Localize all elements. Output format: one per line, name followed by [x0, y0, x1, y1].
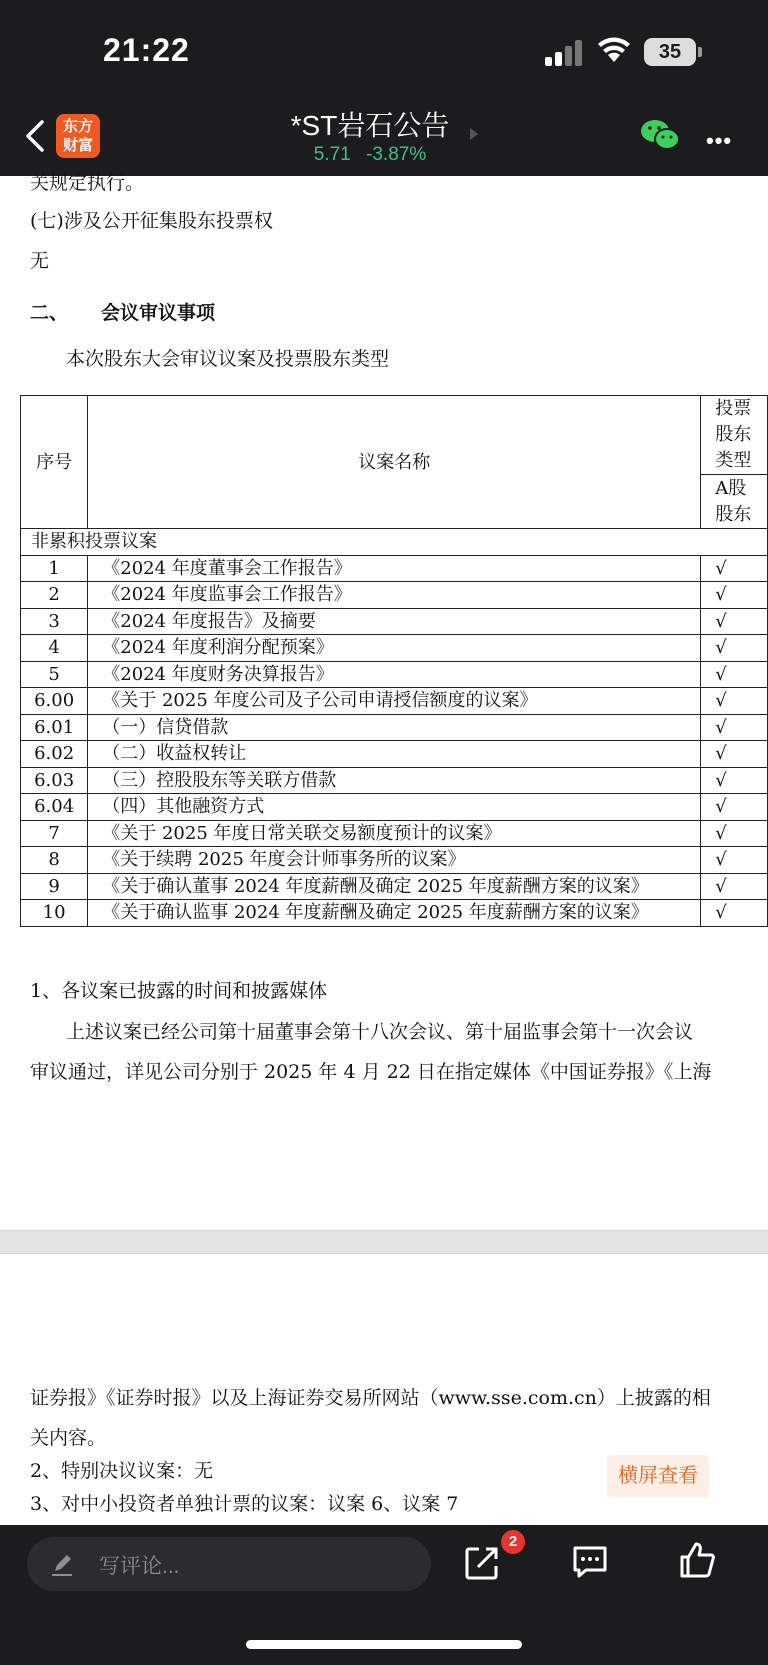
- logo-line-1: 东方: [62, 118, 93, 135]
- battery-icon: 35: [644, 38, 696, 66]
- disclosure-paragraph-line-1: 上述议案已经公司第十届董事会第十八次会议、第十届监事会第十一次会议: [66, 1021, 694, 1043]
- home-indicator: [246, 1640, 522, 1649]
- row-name: 《关于续聘 2025 年度会计师事务所的议案》: [88, 847, 701, 874]
- table-row: [21, 847, 768, 874]
- header-vote: [701, 396, 768, 475]
- page2-line-2: 关内容。: [30, 1427, 107, 1449]
- row-no: 6.03: [21, 767, 88, 794]
- row-no: 1: [21, 555, 88, 582]
- row-no: 10: [21, 900, 88, 927]
- header-vote-sub-2: 股东: [715, 503, 752, 525]
- row-vote: √: [701, 873, 768, 900]
- row-no: 6.01: [21, 714, 88, 741]
- table-row: [21, 820, 768, 847]
- table-row: [21, 608, 768, 635]
- landscape-view-button[interactable]: 横屏查看: [607, 1455, 709, 1497]
- battery-nub: [698, 47, 702, 57]
- stock-quote: [290, 144, 450, 166]
- row-vote: √: [701, 608, 768, 635]
- status-bar: [0, 0, 768, 100]
- row-name: 《关于 2025 年度公司及子公司申请授信额度的议案》: [88, 688, 701, 715]
- share-count-badge: 2: [501, 1530, 525, 1554]
- page-break: [0, 1230, 768, 1254]
- row-name: （一）信贷借款: [88, 714, 701, 741]
- row-vote: √: [701, 900, 768, 927]
- table-row: [21, 555, 768, 582]
- page-title: *ST岩石公告: [290, 110, 450, 141]
- logo-line-2: 财富: [62, 137, 93, 154]
- minority-vote-text: 3、对中小投资者单独计票的议案：议案 6、议案 7: [30, 1493, 459, 1515]
- row-name: 《关于确认监事 2024 年度薪酬及确定 2025 年度薪酬方案的议案》: [88, 900, 701, 927]
- row-name: 《2024 年度董事会工作报告》: [88, 555, 701, 582]
- table-row: [21, 873, 768, 900]
- row-name: 《2024 年度监事会工作报告》: [88, 582, 701, 609]
- row-name: （三）控股股东等关联方借款: [88, 767, 701, 794]
- table-header-row: [21, 396, 768, 475]
- row-vote: √: [701, 661, 768, 688]
- row-vote: √: [701, 794, 768, 821]
- row-vote: √: [701, 635, 768, 662]
- row-vote: √: [701, 767, 768, 794]
- share-icon[interactable]: [464, 1545, 500, 1581]
- header-vote-line-2: 股东: [715, 424, 752, 445]
- title-arrow-icon[interactable]: [470, 128, 478, 140]
- wifi-icon: [597, 36, 631, 62]
- table-row: [21, 661, 768, 688]
- bottom-toolbar: [0, 1525, 768, 1665]
- row-no: 8: [21, 847, 88, 874]
- table-row: [21, 635, 768, 662]
- table-row: [21, 714, 768, 741]
- motions-table: [20, 395, 768, 927]
- row-vote: √: [701, 714, 768, 741]
- page2-line-1: 证券报》《证券时报》以及上海证券交易所网站（www.sse.com.cn）上披露的相: [30, 1387, 711, 1409]
- row-vote: √: [701, 688, 768, 715]
- section-title: 会议审议事项: [101, 302, 216, 324]
- row-name: 《关于确认董事 2024 年度薪酬及确定 2025 年度薪酬方案的议案》: [88, 873, 701, 900]
- header-vote-sub: [701, 475, 768, 529]
- item-seven-heading: (七)涉及公开征集股东投票权: [30, 210, 273, 232]
- nav-bar: [0, 100, 768, 176]
- row-no: 4: [21, 635, 88, 662]
- comments-icon[interactable]: [572, 1545, 608, 1579]
- row-vote: √: [701, 820, 768, 847]
- cellular-signal-icon: [545, 40, 585, 66]
- row-name: 《2024 年度报告》及摘要: [88, 608, 701, 635]
- header-name: 议案名称: [88, 396, 701, 529]
- row-no: 3: [21, 608, 88, 635]
- table-row: [21, 900, 768, 927]
- comment-input[interactable]: [27, 1537, 431, 1591]
- header-vote-line-3: 类型: [715, 450, 752, 471]
- stock-change: -3.87%: [366, 144, 427, 165]
- row-vote: √: [701, 847, 768, 874]
- disclosure-paragraph-line-2: 审议通过，详见公司分别于 2025 年 4 月 22 日在指定媒体《中国证券报》《上海: [30, 1061, 712, 1083]
- item-seven-value: 无: [30, 250, 50, 272]
- row-vote: √: [701, 555, 768, 582]
- row-name: （二）收益权转让: [88, 741, 701, 768]
- row-no: 6.02: [21, 741, 88, 768]
- cut-line-text: 关规定执行。: [30, 172, 145, 194]
- row-no: 2: [21, 582, 88, 609]
- header-no: 序号: [21, 396, 88, 529]
- row-name: 《2024 年度财务决算报告》: [88, 661, 701, 688]
- table-section-label: 非累积投票议案: [21, 529, 768, 556]
- row-no: 9: [21, 873, 88, 900]
- table-row: [21, 767, 768, 794]
- comment-placeholder: 写评论...: [99, 1555, 180, 1578]
- disclosure-title: 1、各议案已披露的时间和披露媒体: [30, 980, 328, 1002]
- stock-price: 5.71: [313, 144, 351, 165]
- table-row: [21, 794, 768, 821]
- row-no: 6.04: [21, 794, 88, 821]
- row-name: 《关于 2025 年度日常关联交易额度预计的议案》: [88, 820, 701, 847]
- special-resolution-text: 2、特别决议议案：无: [30, 1460, 214, 1482]
- pencil-icon: [49, 1551, 75, 1577]
- table-row: [21, 582, 768, 609]
- status-time: 21:22: [103, 32, 190, 68]
- row-name: （四）其他融资方式: [88, 794, 701, 821]
- more-options-icon[interactable]: •••: [706, 128, 733, 153]
- table-section-row: [21, 529, 768, 556]
- header-vote-line-1: 投票: [715, 398, 752, 419]
- row-no: 5: [21, 661, 88, 688]
- row-vote: √: [701, 582, 768, 609]
- header-vote-sub-1: A股: [715, 477, 747, 499]
- section-number: 二、: [30, 302, 69, 324]
- thumbs-up-icon[interactable]: [678, 1541, 716, 1579]
- row-vote: √: [701, 741, 768, 768]
- row-no: 6.00: [21, 688, 88, 715]
- table-row: [21, 688, 768, 715]
- table-intro: 本次股东大会审议议案及投票股东类型: [66, 348, 390, 370]
- row-name: 《2024 年度利润分配预案》: [88, 635, 701, 662]
- table-row: [21, 741, 768, 768]
- app-logo: [56, 114, 100, 158]
- row-no: 7: [21, 820, 88, 847]
- back-arrow-icon[interactable]: [22, 118, 50, 154]
- wechat-share-icon[interactable]: [640, 118, 680, 152]
